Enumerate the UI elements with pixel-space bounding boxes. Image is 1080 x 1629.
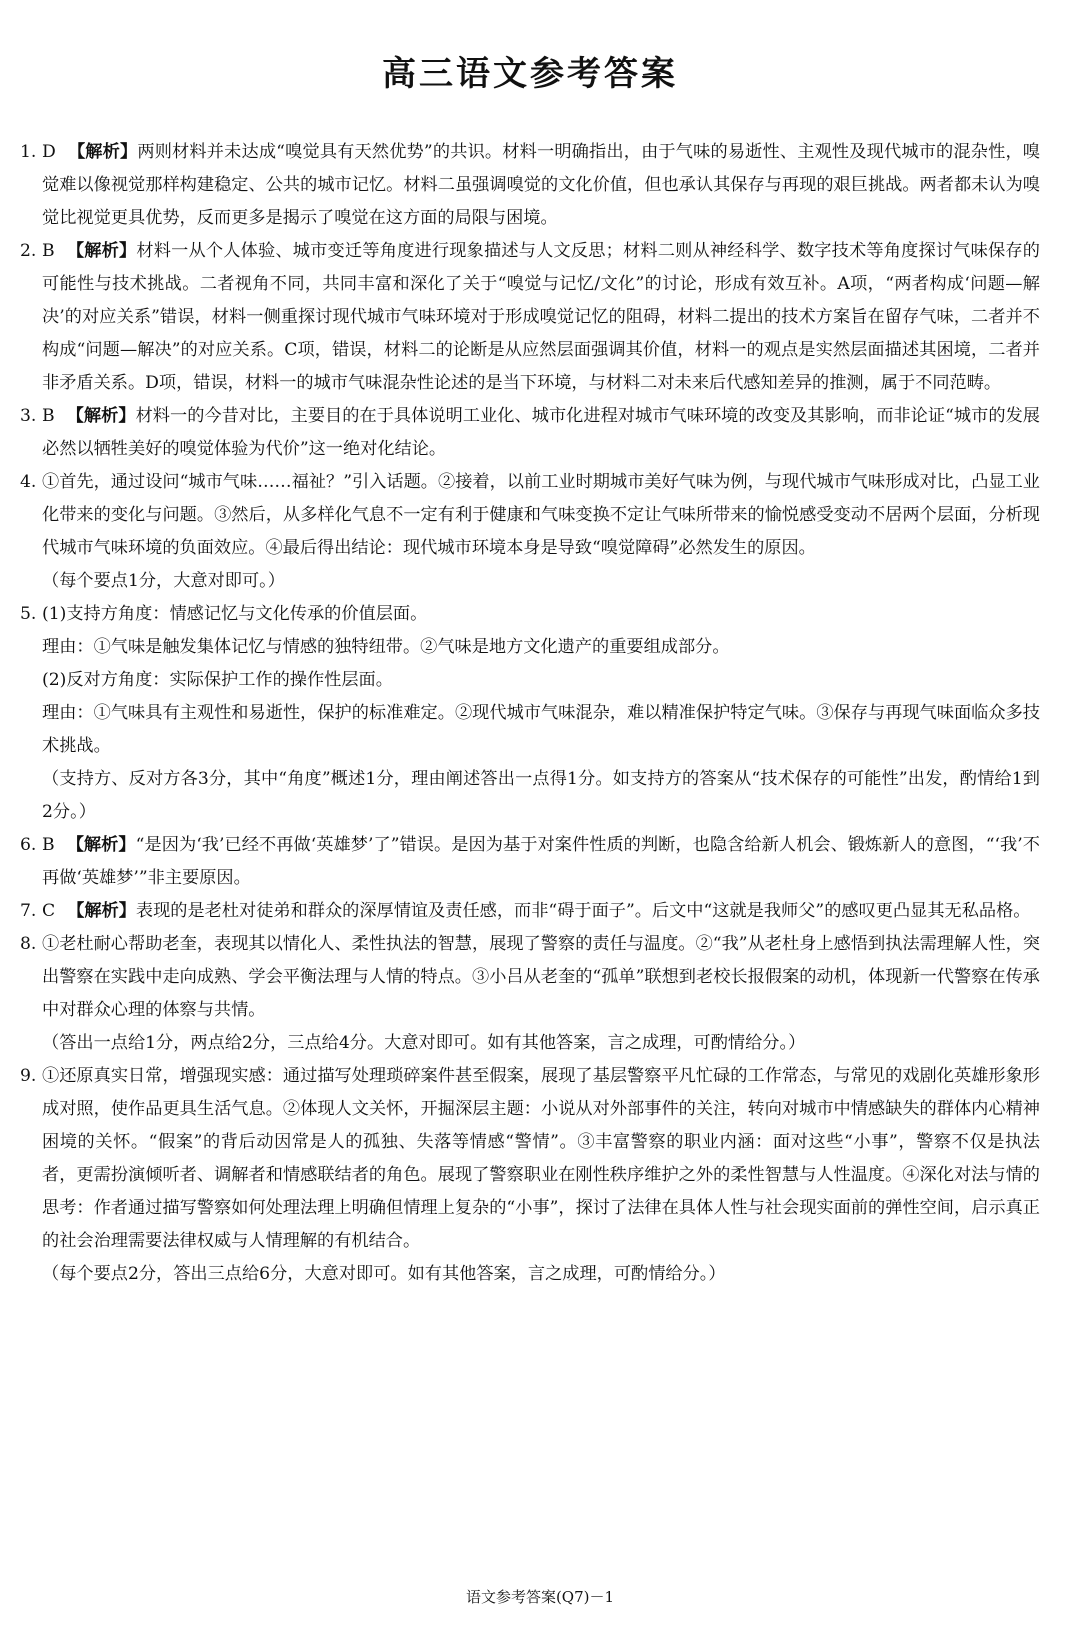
answer-paragraph [42, 1060, 1040, 1258]
page-title: 高三语文参考答案 [382, 54, 678, 94]
answer-paragraph [42, 928, 1040, 1027]
answer-paragraph [42, 466, 1040, 565]
paragraph-text: ①首先，通过设问“城市气味……福祉？”引入话题。②接着，以前工业时期城市美好气味为例，与现代城市气味形成对比，凸显工业化带来的变化与问题。③然后，从多样化气息不一定有利于健康和气味变换不定让气味所带来的愉悦感受变动不居两个层面，分析现代城市气味环境的负面效应。④最后得出结论：现代城市环境本身是导致“嗅觉障碍”必然发生的原因。 [42, 472, 1040, 558]
analysis-tag: 【解析】 [66, 241, 137, 261]
answer-paragraph [42, 895, 1040, 928]
question-number: 7. [20, 901, 37, 921]
answer-choice: B [42, 406, 55, 426]
answer-choice: C [42, 901, 56, 921]
answer-paragraph [42, 631, 1040, 664]
answer-paragraph [42, 763, 1040, 829]
answer-paragraph [42, 697, 1040, 763]
answer-paragraph [42, 829, 1040, 895]
paragraph-text: 材料一从个人体验、城市变迁等角度进行现象描述与人文反思；材料二则从神经科学、数字技术等角度探讨气味保存的可能性与技术挑战。二者视角不同，共同丰富和深化了关于“嗅觉与记忆/文化”的讨论，形成有效互补。A项，“两者构成‘问题—解决’的对应关系”错误，材料一侧重探讨现代城市气味环境对于形成嗅觉记忆的阻碍，材料二提出的技术方案旨在留存气味，二者并不构成“问题—解决”的对应关系。C项，错误，材料二的论断是从应然层面强调其价值，材料一的观点是实然层面描述其困境，二者并非矛盾关系。D项，错误，材料一的城市气味混杂性论述的是当下环境，与材料二对未来后代感知差异的推测，属于不同范畴。 [42, 241, 1040, 393]
answer-list [20, 136, 1040, 1291]
answer-paragraph [42, 235, 1040, 400]
paragraph-text: （每个要点2分，答出三点给6分，大意对即可。如有其他答案，言之成理，可酌情给分。） [42, 1264, 726, 1284]
question-number: 5. [20, 604, 37, 624]
question-number: 6. [20, 835, 37, 855]
paragraph-text: (2)反对方角度：实际保护工作的操作性层面。 [42, 670, 393, 690]
answer-item [20, 928, 1040, 1060]
paragraph-text: （每个要点1分，大意对即可。） [42, 571, 285, 591]
paragraph-text: 表现的是老杜对徒弟和群众的深厚情谊及责任感，而非“碍于面子”。后文中“这就是我师父”的感叹更凸显其无私品格。 [135, 901, 1031, 921]
paragraph-text: “是因为‘我’已经不再做‘英雄梦’了”错误。是因为基于对案件性质的判断，也隐含给新人机会、锻炼新人的意图，“‘我’不再做‘英雄梦’”非主要原因。 [42, 835, 1040, 888]
answer-item [20, 895, 1040, 928]
answer-item [20, 598, 1040, 829]
question-number: 8. [20, 934, 37, 954]
paragraph-text: ①老杜耐心帮助老奎，表现其以情化人、柔性执法的智慧，展现了警察的责任与温度。②“我”从老杜身上感悟到执法需理解人性，突出警察在实践中走向成熟、学会平衡法理与人情的特点。③小吕从老奎的“孤单”联想到老校长报假案的动机，体现新一代警察在传承中对群众心理的体察与共情。 [42, 934, 1040, 1020]
analysis-tag: 【解析】 [67, 142, 138, 162]
paragraph-text: ①还原真实日常，增强现实感：通过描写处理琐碎案件甚至假案，展现了基层警察平凡忙碌的工作常态，与常见的戏剧化英雄形象形成对照，使作品更具生活气息。②体现人文关怀，开掘深层主题：小说从对外部事件的关注，转向对城市中情感缺失的群体内心精神困境的关怀。“假案”的背后动因常是人的孤独、失落等情感“警情”。③丰富警察的职业内涵：面对这些“小事”，警察不仅是执法者，更需扮演倾听者、调解者和情感联结者的角色。展现了警察职业在刚性秩序维护之外的柔性智慧与人性温度。④深化对法与情的思考：作者通过描写警察如何处理法理上明确但情理上复杂的“小事”，探讨了法律在具体人性与社会现实面前的弹性空间，启示真正的社会治理需要法律权威与人情理解的有机结合。 [42, 1066, 1040, 1251]
paragraph-text: 理由：①气味是触发集体记忆与情感的独特纽带。②气味是地方文化遗产的重要组成部分。 [42, 637, 730, 657]
analysis-tag: 【解析】 [66, 835, 136, 855]
answer-paragraph [42, 136, 1040, 235]
paragraph-text: (1)支持方角度：情感记忆与文化传承的价值层面。 [42, 604, 428, 624]
paragraph-text: 理由：①气味具有主观性和易逝性，保护的标准难定。②现代城市气味混杂，难以精准保护特定气味。③保存与再现气味面临众多技术挑战。 [42, 703, 1040, 756]
question-number: 4. [20, 472, 37, 492]
answer-paragraph [42, 400, 1040, 466]
page-footer: 语文参考答案(Q7)－1 [465, 1588, 615, 1606]
question-number: 1. [20, 142, 37, 162]
paragraph-text: （答出一点给1分，两点给2分，三点给4分。大意对即可。如有其他答案，言之成理，可酌情给分。） [42, 1033, 806, 1053]
answer-paragraph [42, 1258, 1040, 1291]
answer-item [20, 400, 1040, 466]
paragraph-text: 两则材料并未达成“嗅觉具有天然优势”的共识。材料一明确指出，由于气味的易逝性、主观性及现代城市的混杂性，嗅觉难以像视觉那样构建稳定、公共的城市记忆。材料二虽强调嗅觉的文化价值，但也承认其保存与再现的艰巨挑战。两者都未认为嗅觉比视觉更具优势，反而更多是揭示了嗅觉在这方面的局限与困境。 [42, 142, 1040, 228]
analysis-tag: 【解析】 [66, 406, 136, 426]
answer-choice: D [42, 142, 56, 162]
answer-item [20, 466, 1040, 598]
answer-item [20, 829, 1040, 895]
question-number: 2. [20, 241, 37, 261]
answer-paragraph [42, 565, 1040, 598]
answer-paragraph [42, 664, 1040, 697]
answer-paragraph [42, 598, 1040, 631]
answer-paragraph [42, 1027, 1040, 1060]
question-number: 3. [20, 406, 37, 426]
answer-item [20, 235, 1040, 400]
paragraph-text: 材料一的今昔对比，主要目的在于具体说明工业化、城市化进程对城市气味环境的改变及其影响，而非论证“城市的发展必然以牺牲美好的嗅觉体验为代价”这一绝对化结论。 [42, 406, 1040, 459]
answer-choice: B [42, 835, 55, 855]
answer-item [20, 1060, 1040, 1291]
analysis-tag: 【解析】 [67, 901, 136, 921]
answer-item [20, 136, 1040, 235]
paragraph-text: （支持方、反对方各3分，其中“角度”概述1分，理由阐述答出一点得1分。如支持方的答案从“技术保存的可能性”出发，酌情给1到2分。） [42, 769, 1040, 822]
question-number: 9. [20, 1066, 37, 1086]
answer-choice: B [42, 241, 55, 261]
